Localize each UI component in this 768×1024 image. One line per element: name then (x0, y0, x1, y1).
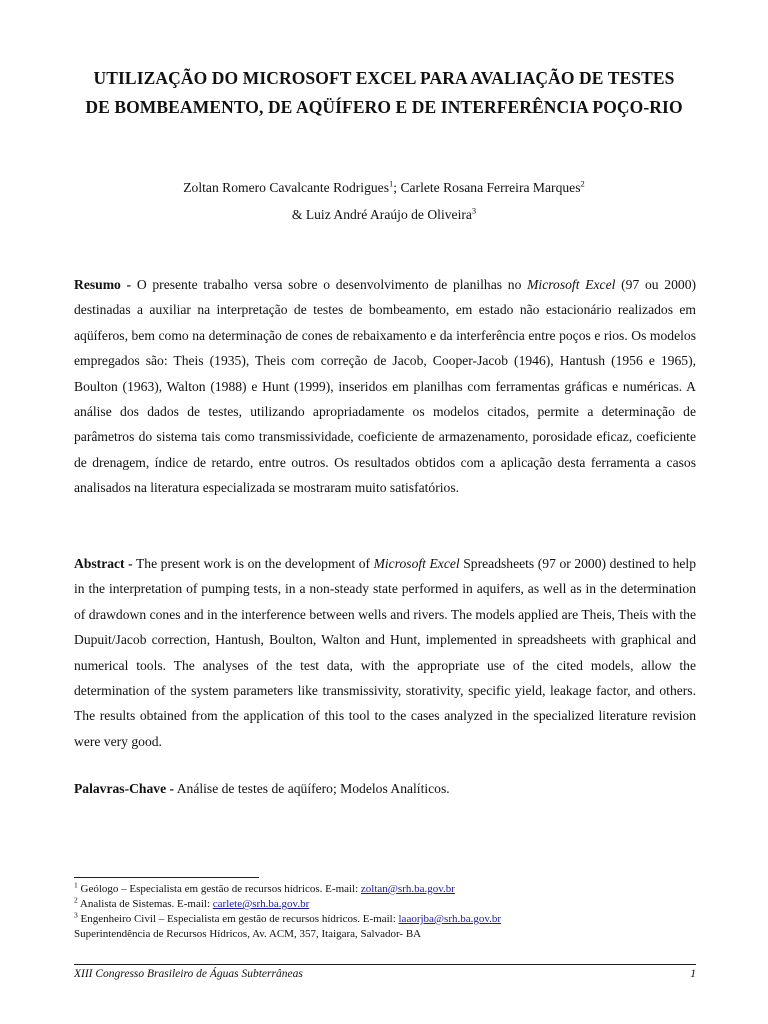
footnote-2-number: 2 (74, 895, 78, 905)
authors-line-1 (60, 174, 708, 201)
footnote-2-text: Analista de Sistemas. E-mail: (77, 898, 213, 910)
title-line-2: DE BOMBEAMENTO, DE AQÜÍFERO E DE INTERFERÊNCIA POÇO-RIO (85, 97, 683, 117)
footer-page-number: 1 (690, 968, 696, 980)
footnote-3-text: Engenheiro Civil – Especialista em gestão de recursos hídricos. E-mail: (77, 913, 399, 925)
authors-line-2 (60, 201, 708, 228)
author-3-name: Luiz André Araújo de Oliveira (305, 207, 472, 222)
resumo-paragraph (74, 272, 696, 501)
footnote-2-email-link[interactable]: carlete@srh.ba.gov.br (212, 898, 310, 910)
abstract-text-b: Spreadsheets (97 or 2000) destined to help in the interpretation of pumping tests, in a non-steady state performed in aquifers, as well as in the determination of drawdown cones and in the interference between wells and rivers. The models applied are Theis, Theis with the Dupuit/Jacob correction, Hantush, Boulton, Walton and Hunt, implemented in spreadsheets with graphical and numerical tools. The analyses of the test data, with the appropriate use of the cited models, allow the determination of the system parameters like transmissivity, storativity, specific yield, leakage factor, and others. The results obtained from the application of this tool to the cases analyzed in the specialized literature revision were very good. (74, 556, 696, 749)
footnote-1-number: 1 (74, 880, 78, 890)
resumo-text-b: (97 ou 2000) destinadas a auxiliar na interpretação de testes de bombeamento, em estado não estacionário realizados em aqüíferos, bem como na determinação de cones de rebaixamento e da interferência entre poços e rios. Os modelos empregados são: Theis (1935), Theis com correção de Jacob, Cooper-Jacob (1946), Hantush (1956 e 1965), Boulton (1963), Walton (1988) e Hunt (1999), inseridos em planilhas com ferramentas gráficas e numéricas. A análise dos dados de testes, utilizando apropriadamente os modelos citados, permite a determinação de parâmetros do sistema tais como transmissividade, coeficiente de armazenamento, porosidade eficaz, coeficiente de drenagem, índice de retardo, entre outros. Os resultados obtidos com a aplicação desta ferramenta a casos analisados na literatura especializada se mostraram muito satisfatórios. (74, 277, 697, 496)
abstract-text-a: The present work is on the development of (132, 556, 374, 571)
footnote-2 (74, 897, 714, 912)
abstract-label: Abstract - (74, 556, 133, 571)
author-ampersand: & (291, 207, 306, 222)
abstract-software-name: Microsoft Excel (373, 556, 460, 571)
footnote-1-text: Geólogo – Especialista em gestão de recursos hídricos. E-mail: (77, 883, 361, 895)
authors-block (60, 174, 708, 228)
keywords-text: Análise de testes de aqüífero; Modelos Analíticos. (174, 781, 450, 796)
author-2-name: Carlete Rosana Ferreira Marques (400, 180, 581, 195)
affiliation-line: Superintendência de Recursos Hídricos, Av. ACM, 357, Itaigara, Salvador- BA (74, 928, 422, 940)
author-1-footnote-ref: 1 (389, 178, 394, 189)
author-1-name: Zoltan Romero Cavalcante Rodrigues (183, 180, 389, 195)
footnote-1 (74, 882, 714, 897)
abstract-paragraph (74, 551, 696, 754)
title-line-1: UTILIZAÇÃO DO MICROSOFT EXCEL PARA AVALIAÇÃO DE TESTES (93, 68, 675, 88)
footnote-3-number: 3 (74, 910, 78, 920)
footnotes-block (74, 882, 714, 942)
paper-title (60, 64, 708, 122)
author-2-footnote-ref: 2 (580, 178, 585, 189)
keywords-label: Palavras-Chave - (74, 781, 175, 796)
author-3-footnote-ref: 3 (471, 205, 477, 216)
author-separator: ; (393, 180, 401, 195)
resumo-label: Resumo - (74, 277, 132, 292)
footer-conference-name: XIII Congresso Brasileiro de Águas Subterrâneas (74, 968, 303, 980)
resumo-software-name: Microsoft Excel (527, 277, 616, 292)
footnote-3 (74, 912, 714, 927)
footnote-divider (74, 877, 259, 878)
page-footer (74, 966, 696, 982)
resumo-text-a: O presente trabalho versa sobre o desenvolvimento de planilhas no (131, 277, 528, 292)
footnote-3-email-link[interactable]: laaorjba@srh.ba.gov.br (398, 913, 502, 925)
footnote-1-email-link[interactable]: zoltan@srh.ba.gov.br (360, 883, 455, 895)
footer-divider (74, 964, 696, 965)
keywords-paragraph (74, 776, 696, 801)
